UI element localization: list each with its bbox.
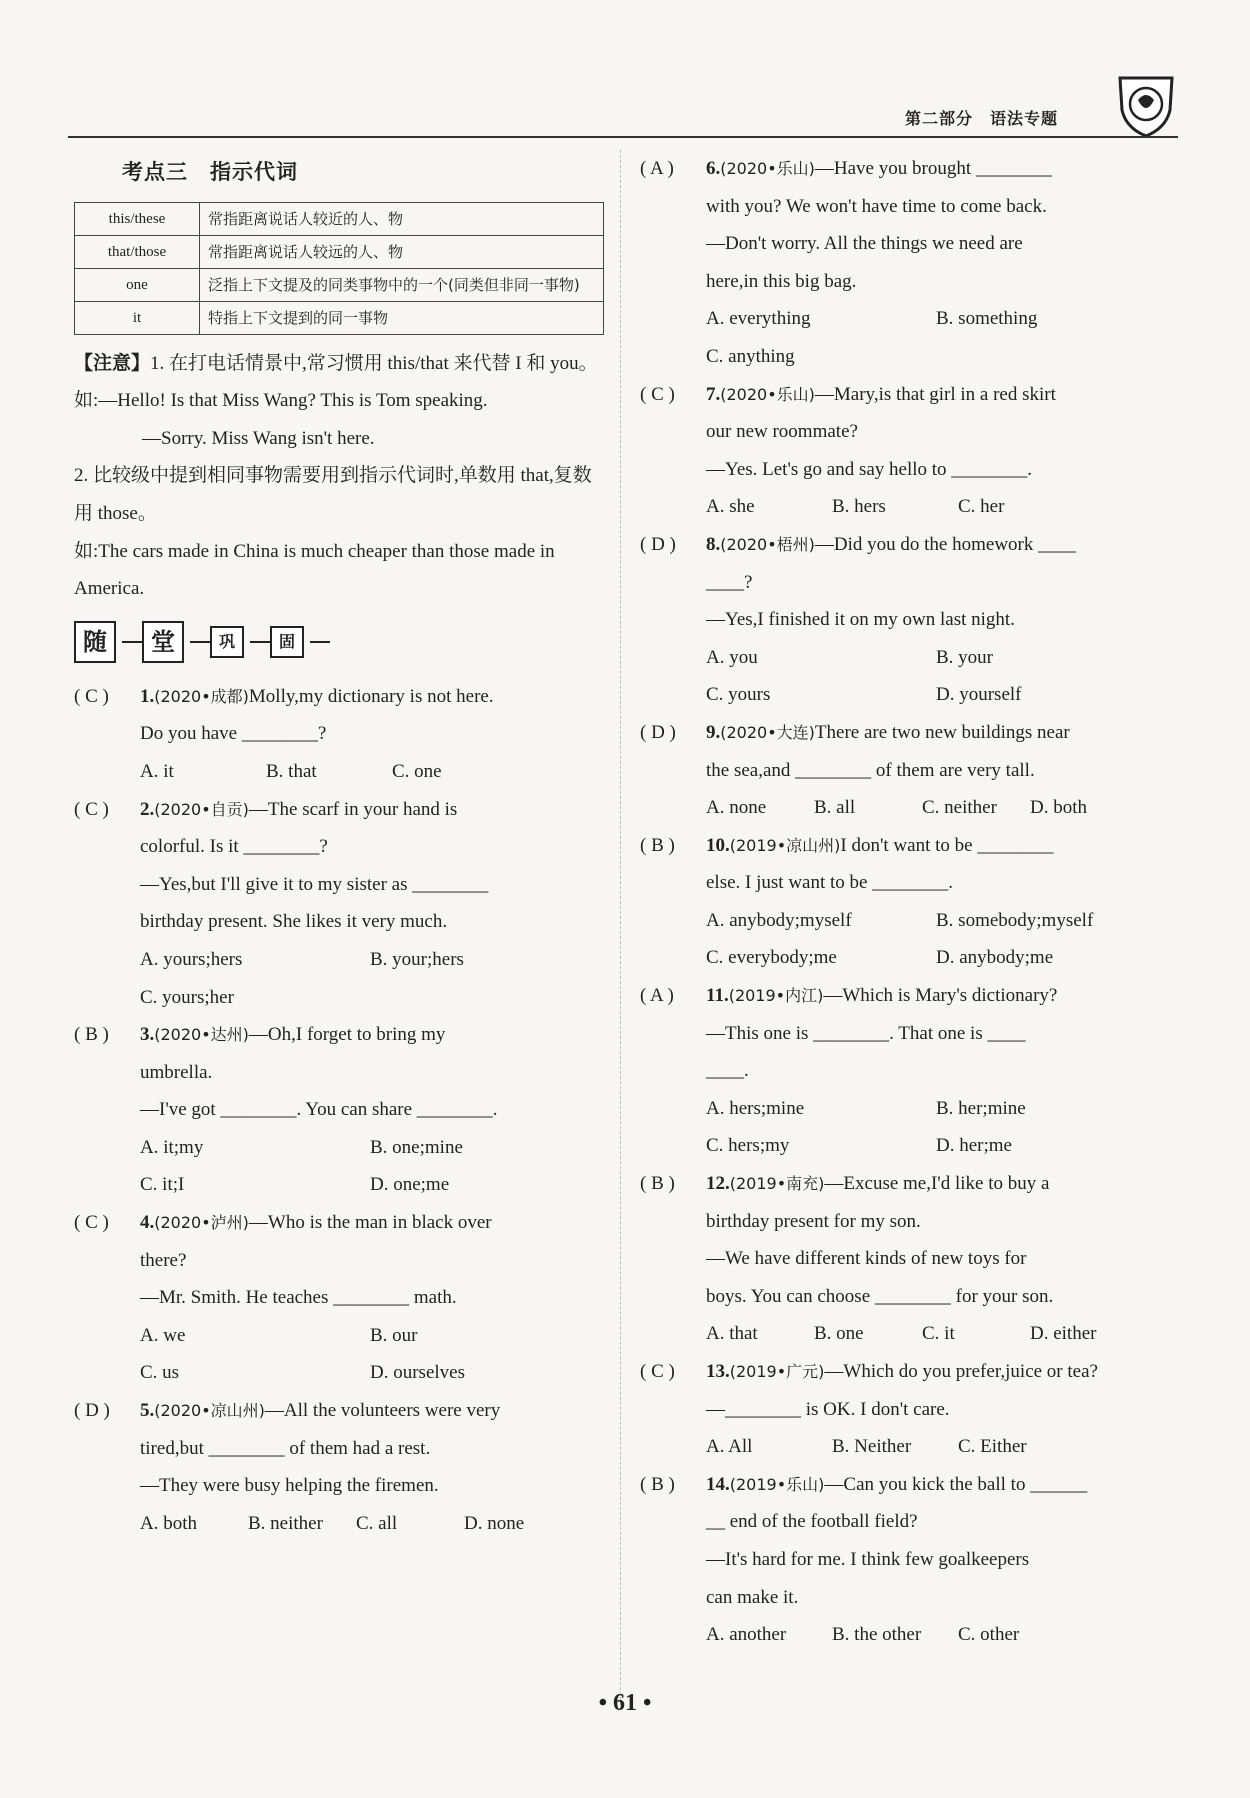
question-item — [640, 1165, 1168, 1353]
question-source: (2020•成都) — [154, 686, 249, 706]
question-text: ____? — [706, 571, 753, 593]
option[interactable]: C. us — [140, 1362, 180, 1384]
options-row — [640, 1315, 1168, 1353]
question-number: 7. — [706, 383, 721, 405]
question-number: 12. — [706, 1173, 730, 1195]
question-source: (2019•凉山州) — [729, 835, 841, 855]
answer-mark: ( D ) — [74, 1400, 110, 1422]
question-text: —Yes,but I'll give it to my sister as ________ — [140, 873, 489, 895]
publisher-logo-icon — [1114, 70, 1178, 140]
option[interactable]: B. one — [814, 1323, 864, 1345]
option[interactable]: B. your;hers — [370, 948, 464, 970]
question-text: with you? We won't have time to come back. — [706, 195, 1047, 217]
question-item — [640, 1353, 1168, 1466]
question-number: 1. — [140, 685, 155, 707]
question-item — [640, 827, 1168, 977]
question-source: (2020•达州) — [154, 1025, 249, 1045]
option[interactable]: C. Either — [958, 1436, 1027, 1458]
table-desc: 常指距离说话人较远的人、物 — [200, 235, 604, 268]
note-1: 【注意】1. 在打电话情景中,常习惯用 this/that 来代替 I 和 you。 — [74, 351, 598, 374]
option[interactable]: B. neither — [248, 1512, 323, 1534]
answer-mark: ( C ) — [640, 1361, 675, 1382]
question-text: umbrella. — [140, 1061, 213, 1083]
pronoun-table — [74, 202, 604, 335]
question-item — [640, 977, 1168, 1165]
option[interactable]: D. her;me — [936, 1135, 1012, 1157]
table-desc: 泛指上下文提及的同类事物中的一个(同类但非同一事物) — [200, 268, 604, 301]
option[interactable]: A. both — [140, 1512, 197, 1534]
option[interactable]: A. we — [140, 1324, 186, 1346]
answer-mark: ( B ) — [640, 1473, 675, 1495]
question-text: there? — [140, 1249, 187, 1271]
question-text: —Yes. Let's go and say hello to ________. — [706, 458, 1033, 480]
option[interactable]: A. it;my — [140, 1136, 204, 1158]
option[interactable]: C. it;I — [140, 1174, 185, 1196]
question-text: the sea,and ________ of them are very tall. — [706, 759, 1035, 781]
question-text: —Mr. Smith. He teaches ________ math. — [140, 1287, 457, 1309]
question-source: (2019•内江) — [728, 986, 824, 1006]
option[interactable]: C. all — [356, 1512, 398, 1534]
question-source: (2019•南充) — [729, 1174, 825, 1194]
question-source: (2020•自贡) — [154, 799, 249, 819]
page-number: • 61 • — [598, 1690, 652, 1716]
table-term: that/those — [75, 235, 200, 268]
question-text: —Who is the man in black over — [248, 1212, 492, 1234]
question-number: 13. — [706, 1361, 730, 1382]
option[interactable]: D. anybody;me — [936, 947, 1054, 969]
question-text: —Can you kick the ball to ______ — [824, 1473, 1088, 1495]
question-number: 5. — [140, 1400, 155, 1422]
question-source: (2020•大连) — [720, 722, 815, 742]
question-item — [74, 791, 604, 1017]
option[interactable]: C. her — [958, 496, 1005, 518]
options-row — [74, 753, 604, 791]
question-text: —All the volunteers were very — [264, 1400, 501, 1422]
question-text: birthday present. She likes it very much. — [140, 911, 448, 933]
option[interactable]: D. none — [464, 1512, 525, 1534]
question-number: 6. — [706, 158, 721, 179]
question-number: 11. — [706, 985, 729, 1007]
question-text: —We have different kinds of new toys for — [706, 1248, 1027, 1270]
question-text: —It's hard for me. I think few goalkeepers — [706, 1548, 1030, 1570]
question-text: —Have you brought ________ — [814, 158, 1052, 179]
question-text: colorful. Is it ________? — [140, 836, 328, 858]
question-item — [640, 1466, 1168, 1654]
option[interactable]: A. anybody;myself — [706, 909, 852, 931]
options-row — [640, 1616, 1168, 1654]
header-title: 第二部分 语法专题 — [904, 109, 1058, 128]
left-column — [74, 150, 604, 1542]
table-term: it — [75, 301, 200, 334]
option[interactable]: B. somebody;myself — [936, 909, 1094, 931]
answer-mark: ( C ) — [74, 1212, 109, 1234]
option[interactable]: A. she — [706, 496, 755, 518]
answer-mark: ( C ) — [74, 798, 109, 820]
option[interactable]: B. her;mine — [936, 1097, 1026, 1119]
options-row — [640, 902, 1168, 940]
question-item — [74, 678, 604, 791]
options-row — [640, 1127, 1168, 1165]
question-text: here,in this big bag. — [706, 270, 857, 292]
option[interactable]: D. one;me — [370, 1174, 450, 1196]
option[interactable]: C. everybody;me — [706, 947, 837, 969]
page-header — [68, 96, 1178, 136]
example-1b: —Sorry. Miss Wang isn't here. — [142, 427, 375, 449]
question-item — [74, 1392, 604, 1542]
option[interactable]: C. neither — [922, 797, 997, 819]
question-text: boys. You can choose ________ for your son. — [706, 1285, 1054, 1307]
question-text: tired,but ________ of them had a rest. — [140, 1437, 431, 1459]
badge-char: 巩 — [210, 626, 244, 658]
question-number: 9. — [706, 721, 721, 743]
question-source: (2020•梧州) — [720, 534, 815, 554]
question-source: (2020•凉山州) — [154, 1401, 265, 1421]
option[interactable]: B. that — [266, 760, 317, 782]
badge-char: 随 — [74, 621, 116, 663]
option[interactable]: D. ourselves — [370, 1362, 465, 1384]
table-row — [75, 235, 604, 268]
options-row — [640, 676, 1168, 714]
badge-char: 固 — [270, 626, 304, 658]
question-item — [640, 150, 1168, 376]
question-item — [640, 526, 1168, 714]
option[interactable]: B. Neither — [832, 1436, 912, 1458]
options-row — [74, 941, 604, 979]
question-text: —Excuse me,I'd like to buy a — [824, 1173, 1050, 1195]
question-list-right — [640, 150, 1168, 1654]
question-text: can make it. — [706, 1586, 799, 1608]
options-row — [74, 1354, 604, 1392]
options-row — [640, 789, 1168, 827]
question-text: I don't want to be ________ — [840, 834, 1054, 856]
table-row — [75, 202, 604, 235]
question-item — [74, 1016, 604, 1204]
option[interactable]: A. hers;mine — [706, 1097, 805, 1119]
option[interactable]: B. all — [814, 797, 856, 819]
example-1a: 如:—Hello! Is that Miss Wang? This is Tom speaking. — [74, 390, 488, 412]
table-desc: 特指上下文提到的同一事物 — [200, 301, 604, 334]
question-list-left — [74, 678, 604, 1543]
question-source: (2020•乐山) — [720, 159, 815, 178]
question-item — [640, 376, 1168, 526]
question-number: 2. — [140, 798, 155, 820]
question-source: (2019•乐山) — [729, 1474, 825, 1494]
question-text: —Mary,is that girl in a red skirt — [814, 383, 1056, 405]
question-text: else. I just want to be ________. — [706, 872, 953, 894]
note-2: 2. 比较级中提到相同事物需要用到指示代词时,单数用 that,复数用 those。 — [74, 465, 592, 524]
options-row — [640, 939, 1168, 977]
answer-mark: ( C ) — [640, 383, 675, 405]
example-2: 如:The cars made in China is much cheaper than those made in America. — [74, 540, 555, 600]
options-row — [74, 1317, 604, 1355]
question-text: —________ is OK. I don't care. — [706, 1398, 950, 1420]
option[interactable]: B. something — [936, 308, 1038, 330]
note-label: 【注意】 — [74, 351, 151, 374]
question-text: birthday present for my son. — [706, 1210, 921, 1232]
answer-mark: ( C ) — [74, 685, 109, 707]
question-text: ____. — [706, 1060, 749, 1082]
option[interactable]: B. our — [370, 1324, 418, 1346]
question-item — [640, 714, 1168, 827]
table-term: this/these — [75, 202, 200, 235]
section-title: 考点三 指示代词 — [122, 160, 298, 184]
option[interactable]: A. yours;hers — [140, 948, 243, 970]
option[interactable]: A. you — [706, 646, 758, 668]
question-source: (2020•乐山) — [720, 384, 815, 404]
option[interactable]: A. it — [140, 760, 174, 782]
question-text: —The scarf in your hand is — [248, 798, 458, 820]
option[interactable]: C. yours;her — [140, 986, 234, 1008]
table-row — [75, 268, 604, 301]
option[interactable]: C. it — [922, 1323, 955, 1345]
question-number: 4. — [140, 1212, 155, 1234]
option[interactable]: D. either — [1030, 1323, 1097, 1345]
question-text: —Which is Mary's dictionary? — [823, 985, 1058, 1007]
options-row — [640, 488, 1168, 526]
question-text: __ end of the football field? — [706, 1511, 918, 1533]
question-text: —Which do you prefer,juice or tea? — [824, 1361, 1098, 1382]
option[interactable]: C. yours — [706, 684, 771, 706]
question-text: —This one is ________. That one is ____ — [706, 1022, 1026, 1044]
option[interactable]: A. that — [706, 1323, 758, 1345]
table-desc: 常指距离说话人较近的人、物 — [200, 202, 604, 235]
option[interactable]: A. another — [706, 1624, 787, 1646]
option[interactable]: D. yourself — [936, 684, 1022, 706]
question-text: Do you have ________? — [140, 723, 327, 745]
answer-mark: ( D ) — [640, 721, 676, 743]
option[interactable]: B. one;mine — [370, 1136, 463, 1158]
answer-mark: ( B ) — [640, 834, 675, 856]
answer-mark: ( A ) — [640, 985, 674, 1007]
question-source: (2019•广元) — [729, 1362, 825, 1381]
question-source: (2020•泸州) — [154, 1213, 249, 1233]
question-text: our new roommate? — [706, 421, 858, 443]
question-text: There are two new buildings near — [814, 721, 1070, 743]
option[interactable]: D. both — [1030, 797, 1087, 819]
question-text: —Did you do the homework ____ — [814, 533, 1077, 555]
answer-mark: ( A ) — [640, 158, 674, 179]
question-item — [74, 1204, 604, 1392]
options-row — [640, 300, 1168, 338]
option[interactable]: A. none — [706, 797, 767, 819]
answer-mark: ( D ) — [640, 533, 676, 555]
option[interactable]: C. one — [392, 760, 442, 782]
options-row — [640, 338, 1168, 376]
options-row — [74, 1129, 604, 1167]
table-term: one — [75, 268, 200, 301]
question-text: —Oh,I forget to bring my — [248, 1024, 446, 1046]
question-number: 10. — [706, 834, 730, 856]
options-row — [74, 979, 604, 1017]
question-text: —Don't worry. All the things we need are — [706, 233, 1023, 255]
option[interactable]: B. the other — [832, 1624, 922, 1646]
question-number: 3. — [140, 1024, 155, 1046]
practice-badge — [74, 618, 604, 666]
option[interactable]: A. All — [706, 1436, 753, 1458]
option[interactable]: C. other — [958, 1624, 1020, 1646]
option[interactable]: C. anything — [706, 345, 795, 367]
right-column — [640, 150, 1168, 1654]
question-text: —They were busy helping the firemen. — [140, 1475, 439, 1497]
options-row — [640, 1090, 1168, 1128]
option[interactable]: B. your — [936, 646, 993, 668]
question-text: —Yes,I finished it on my own last night. — [706, 609, 1015, 631]
option[interactable]: C. hers;my — [706, 1135, 790, 1157]
option[interactable]: B. hers — [832, 496, 886, 518]
question-number: 8. — [706, 533, 721, 555]
column-divider — [620, 150, 621, 1710]
question-text: —I've got ________. You can share ________. — [140, 1099, 498, 1121]
option[interactable]: A. everything — [706, 308, 811, 330]
badge-char: 堂 — [142, 621, 184, 663]
header-rule — [68, 136, 1178, 138]
answer-mark: ( B ) — [640, 1173, 675, 1195]
answer-mark: ( B ) — [74, 1024, 109, 1046]
options-row — [640, 639, 1168, 677]
question-text: Molly,my dictionary is not here. — [248, 685, 494, 707]
options-row — [74, 1166, 604, 1204]
question-number: 14. — [706, 1473, 730, 1495]
options-row — [74, 1505, 604, 1543]
table-row — [75, 301, 604, 334]
options-row — [640, 1428, 1168, 1466]
